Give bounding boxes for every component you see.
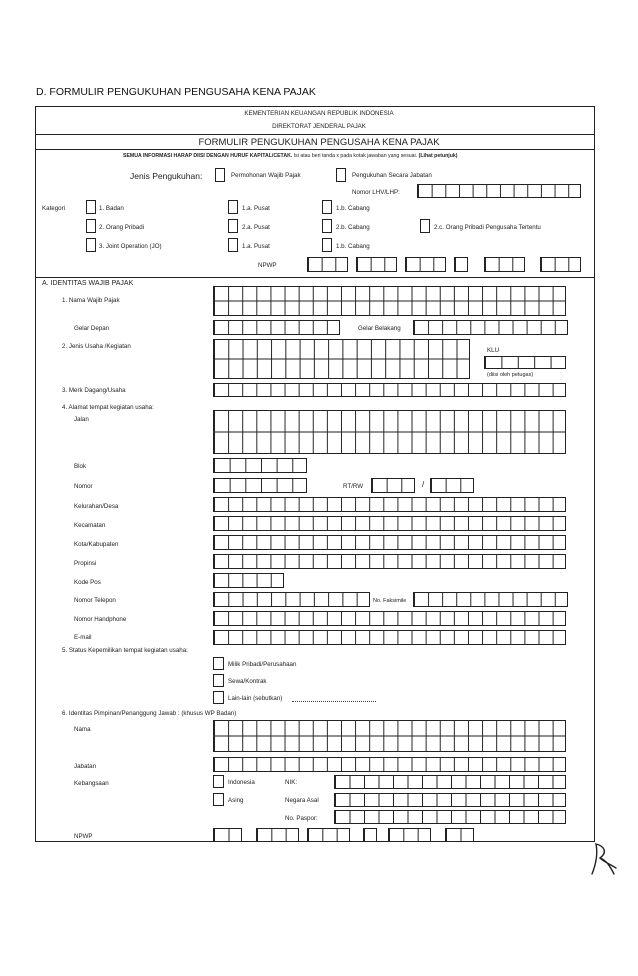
propinsi-input[interactable] — [213, 554, 566, 569]
pusat-3a-label: 1.a. Pusat — [242, 243, 270, 250]
indonesia-label: Indonesia — [228, 779, 255, 786]
kecamatan-label: Kecamatan — [74, 522, 106, 529]
milik-label: Milik Pribadi/Perusahaan — [228, 661, 297, 668]
pimpinan-npwp-seg5[interactable] — [388, 828, 431, 842]
kelurahan-label: Kelurahan/Desa — [74, 503, 119, 510]
rt-rw-label: RT/RW — [343, 483, 364, 490]
paspor-input[interactable] — [334, 810, 566, 824]
form-title: FORMULIR PENGUKUHAN PENGUSAHA KENA PAJAK — [198, 137, 440, 148]
identitas-pimpinan-label: 6. Identitas Pimpinan/Penanggung Jawab : (khusus WP Badan) — [62, 710, 237, 717]
orang-pribadi-checkbox[interactable] — [86, 219, 96, 233]
ministry-name: KEMENTERIAN KEUANGAN REPUBLIK INDONESIA — [244, 110, 394, 117]
kelurahan-input[interactable] — [213, 497, 566, 512]
kode-pos-input[interactable] — [213, 573, 284, 588]
jalan-label: Jalan — [74, 416, 89, 423]
klu-note: (diisi oleh petugas) — [487, 372, 534, 378]
section-a-title: A. IDENTITAS WAJIB PAJAK — [42, 280, 134, 287]
jabatan-label: Jabatan — [74, 763, 97, 770]
lain-input[interactable] — [292, 701, 376, 702]
jenis-usaha-label: 2. Jenis Usaha /Kegiatan — [62, 343, 131, 350]
pimpinan-npwp-seg6[interactable] — [445, 828, 474, 842]
pimpinan-npwp-seg2[interactable] — [256, 828, 299, 842]
propinsi-label: Propinsi — [74, 560, 97, 567]
blok-label: Blok — [74, 463, 87, 470]
jabatan-input[interactable] — [213, 757, 566, 772]
directorate-name: DIREKTORAT JENDERAL PAJAK — [272, 123, 366, 130]
kebangsaan-label: Kebangsaan — [74, 780, 109, 787]
nomor-lhv-input[interactable] — [417, 184, 581, 198]
cabang-3b-label: 1.b. Cabang — [336, 243, 370, 250]
divider — [35, 277, 595, 278]
joint-operation-checkbox[interactable] — [86, 238, 96, 252]
divider — [35, 134, 595, 135]
email-label: E-mail — [74, 634, 92, 641]
cabang-2b-label: 2.b. Cabang — [336, 224, 370, 231]
kategori-npwp-seg6[interactable] — [540, 257, 581, 272]
telepon-label: Nomor Telepon — [74, 597, 116, 604]
pusat-2a-label: 2.a. Pusat — [242, 224, 270, 231]
asing-checkbox[interactable] — [213, 793, 224, 806]
secara-jabatan-checkbox[interactable] — [336, 168, 346, 182]
gelar-depan-label: Gelar Depan — [74, 325, 110, 332]
jenis-pengukuhan-label: Jenis Pengukuhan: — [130, 171, 203, 181]
indonesia-checkbox[interactable] — [213, 775, 224, 788]
nomor-input[interactable] — [213, 478, 307, 493]
nama-wp-input[interactable] — [213, 286, 566, 316]
handphone-input[interactable] — [213, 611, 566, 626]
pimpinan-nama-label: Nama — [74, 726, 91, 733]
faksimile-label: No. Faksimile — [373, 598, 407, 604]
badan-label: 1. Badan — [99, 205, 124, 212]
permohonan-checkbox[interactable] — [215, 168, 225, 182]
handphone-label: Nomor Handphone — [74, 616, 127, 623]
secara-jabatan-label: Pengukuhan Secara Jabatan — [352, 172, 432, 179]
klu-label: KLU — [487, 347, 500, 354]
jenis-usaha-input[interactable] — [213, 339, 470, 379]
pimpinan-npwp-seg1[interactable] — [213, 828, 242, 842]
gelar-depan-input[interactable] — [213, 320, 340, 335]
pimpinan-npwp-label: NPWP — [74, 833, 93, 840]
cabang-2b-checkbox[interactable] — [322, 219, 332, 233]
pusat-2a-checkbox[interactable] — [228, 219, 238, 233]
kategori-npwp-seg4[interactable] — [454, 257, 468, 272]
merk-dagang-input[interactable] — [213, 383, 566, 397]
nama-wp-label: 1. Nama Wajib Pajak — [62, 297, 120, 304]
kategori-npwp-seg2[interactable] — [356, 257, 397, 272]
rt-rw-separator: / — [422, 480, 425, 489]
kecamatan-input[interactable] — [213, 516, 566, 531]
divider — [35, 149, 595, 150]
lain-label: Lain-lain (sebutkan) — [228, 695, 283, 702]
negara-asal-label: Negara Asal — [285, 797, 319, 804]
paspor-label: No. Paspor: — [285, 815, 318, 822]
pusat-3a-checkbox[interactable] — [228, 238, 238, 252]
orang-tertentu-label: 2.c. Orang Pribadi Pengusaha Tertentu — [434, 224, 541, 231]
orang-tertentu-checkbox[interactable] — [420, 219, 430, 233]
kota-label: Kota/Kabupaten — [74, 541, 119, 548]
rt-input[interactable] — [371, 478, 415, 493]
rw-input[interactable] — [430, 478, 474, 493]
kategori-npwp-seg3[interactable] — [405, 257, 446, 272]
milik-checkbox[interactable] — [213, 657, 224, 670]
nomor-lhv-label: Nomor LHV/LHP: — [352, 189, 400, 196]
status-kepemilikan-label: 5. Status Kepemilikan tempat kegiatan usaha: — [62, 647, 188, 654]
nik-input[interactable] — [334, 775, 566, 789]
alamat-label: 4. Alamat tempat kegiatan usaha: — [62, 404, 154, 411]
kota-input[interactable] — [213, 535, 566, 550]
pusat-1a-label: 1.a. Pusat — [242, 205, 270, 212]
cabang-1b-checkbox[interactable] — [322, 200, 332, 214]
telepon-input[interactable] — [213, 592, 370, 607]
gelar-belakang-input[interactable] — [413, 320, 568, 335]
pimpinan-nama-input[interactable] — [213, 720, 566, 752]
asing-label: Asing — [228, 797, 244, 804]
negara-asal-input[interactable] — [334, 793, 566, 807]
orang-pribadi-label: 2. Orang Pribadi — [99, 224, 145, 231]
pimpinan-npwp-seg3[interactable] — [307, 828, 350, 842]
merk-dagang-label: 3. Merk Dagang/Usaha — [62, 387, 126, 394]
pimpinan-npwp-seg4[interactable] — [363, 828, 377, 842]
permohonan-label: Permohonan Wajib Pajak — [231, 172, 301, 179]
kategori-npwp-label: NPWP — [258, 262, 277, 269]
jalan-input[interactable] — [213, 410, 566, 454]
nomor-label: Nomor — [74, 483, 93, 490]
form-instruction: SEMUA INFORMASI HARAP DIISI DENGAN HURUF KAPITAL/CETAK. Isi atau beri tanda x pada kotak jawaban yang sesuai. (Lihat petunjuk) — [123, 153, 458, 159]
sewa-label: Sewa/Kontrak — [228, 678, 267, 685]
kategori-label: Kategori — [42, 205, 66, 212]
faksimile-input[interactable] — [413, 592, 568, 607]
kode-pos-label: Kode Pos — [74, 579, 101, 586]
sewa-checkbox[interactable] — [213, 674, 224, 687]
page-heading: D. FORMULIR PENGUKUHAN PENGUSAHA KENA PAJAK — [36, 86, 316, 98]
klu-input[interactable] — [484, 356, 566, 369]
kategori-npwp-seg1[interactable] — [307, 257, 348, 272]
email-input[interactable] — [213, 630, 566, 645]
kategori-npwp-seg5[interactable] — [484, 257, 525, 272]
gelar-belakang-label: Gelar Belakang — [358, 325, 401, 332]
blok-input[interactable] — [213, 458, 307, 473]
cabang-3b-checkbox[interactable] — [322, 238, 332, 252]
badan-checkbox[interactable] — [86, 200, 96, 214]
pusat-1a-checkbox[interactable] — [228, 200, 238, 214]
lain-checkbox[interactable] — [213, 691, 224, 704]
joint-operation-label: 3. Joint Operation (JO) — [99, 243, 162, 250]
cabang-1b-label: 1.b. Cabang — [336, 205, 370, 212]
nik-label: NIK: — [285, 779, 298, 786]
signature-mark — [586, 838, 622, 878]
